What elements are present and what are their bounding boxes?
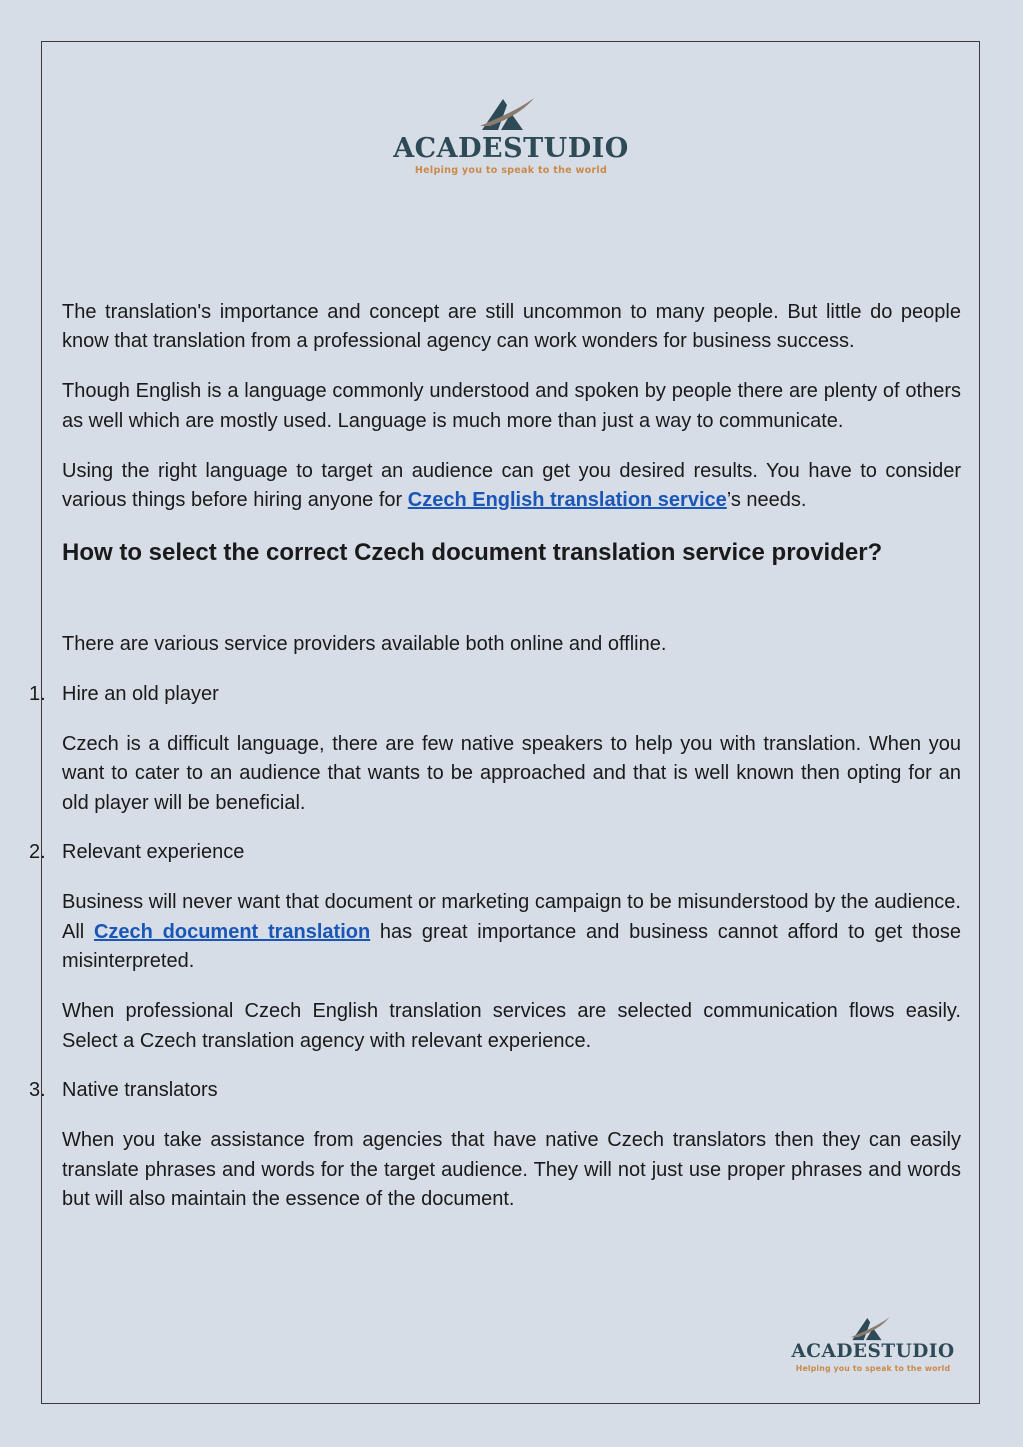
list-number-2: 2. (29, 841, 46, 864)
intro-paragraph-1: The translation's importance and concept are still uncommon to many people. But little do people know that translation from a professional agency can work wonders for business success. (62, 301, 961, 353)
list-item-3 (29, 1076, 961, 1105)
section-heading: How to select the correct Czech document translation service provider? (62, 538, 883, 566)
list-2-body-2: When professional Czech English translation services are selected communication flows easily. Select a Czech translation agency with relevant experience. (62, 1000, 961, 1052)
logo-tagline: Helping you to speak to the world (414, 165, 608, 176)
list-title-3: Native translators (62, 1079, 218, 1102)
intro-3-text-after: ’s needs. (726, 489, 807, 512)
list-2-text-after: has great importance and business cannot afford to get those misinterpreted. (62, 920, 961, 973)
list-number-3: 3. (29, 1079, 46, 1102)
logo-name: ACADESTUDIO (791, 1341, 955, 1362)
list-title-2: Relevant experience (62, 841, 245, 864)
acadestudio-logo-top (355, 92, 667, 176)
list-1-body: Czech is a difficult language, there are few native speakers to help you with translation. When you want to cater to an audience that wants to be approached and that is well known then opting for an old player will be beneficial. (62, 732, 961, 814)
list-item-2 (29, 838, 961, 867)
list-item-1 (29, 680, 961, 709)
intro-paragraph-3 (62, 457, 961, 516)
mountain-logo-icon (848, 1313, 898, 1343)
list-title-1: Hire an old player (62, 682, 219, 705)
intro-3-text-before: Using the right language to target an audience can get you desired results. You have to consider various things before hiring anyone for (62, 459, 961, 512)
list-2-text-before: Business will never want that document or marketing campaign to be misunderstood by the audience. All (62, 891, 961, 943)
logo-tagline: Helping you to speak to the world (795, 1363, 951, 1373)
list-number-1: 1. (29, 682, 46, 705)
document-body (29, 298, 961, 1235)
mountain-logo-icon (476, 92, 546, 134)
intro-paragraph-2: Though English is a language commonly understood and spoken by people there are plenty of others as well which are mostly used. Language is much more than just a way to communicate. (62, 380, 961, 432)
logo-name: ACADESTUDIO (393, 133, 629, 164)
acadestudio-logo-bottom (785, 1313, 961, 1372)
czech-english-translation-service-link[interactable]: Czech English translation service (407, 489, 727, 512)
list-2-body (62, 888, 961, 976)
czech-document-translation-link[interactable]: Czech document translation (93, 920, 371, 943)
list-3-body: When you take assistance from agencies that have native Czech translators then they can easily translate phrases and words for the target audience. They will not just use proper phrases and words but will also maintain the essence of the document. (62, 1129, 961, 1211)
providers-paragraph: There are various service providers available both online and offline. (62, 632, 667, 655)
